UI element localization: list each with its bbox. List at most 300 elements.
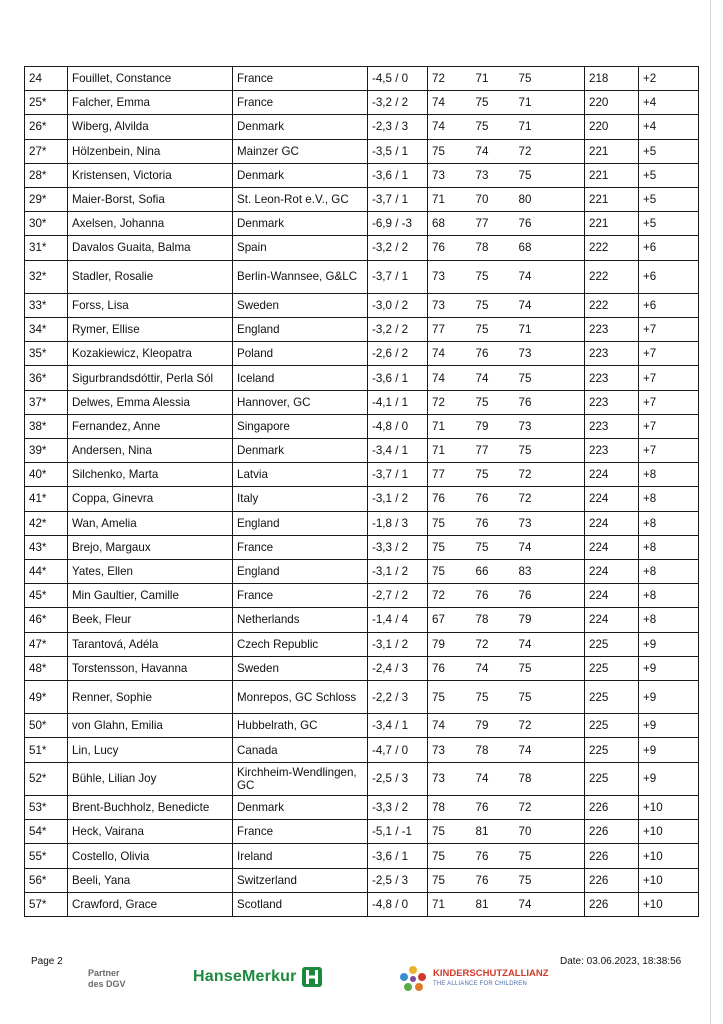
cell-total: 223 [585, 366, 639, 390]
cell-round-1: 77 [428, 463, 472, 487]
cell-to-par: +8 [639, 559, 699, 583]
cell-position: 43* [25, 535, 68, 559]
table-row [25, 212, 699, 236]
cell-round-1: 74 [428, 366, 472, 390]
cell-club: Canada [233, 738, 368, 762]
cell-round-2: 78 [472, 236, 515, 260]
cell-position: 36* [25, 366, 68, 390]
cell-to-par: +7 [639, 342, 699, 366]
cell-player-name: Bühle, Lilian Joy [68, 762, 233, 795]
cell-handicap: -2,3 / 3 [368, 115, 428, 139]
cell-to-par: +10 [639, 892, 699, 916]
cell-player-name: Wan, Amelia [68, 511, 233, 535]
cell-player-name: Coppa, Ginevra [68, 487, 233, 511]
cell-to-par: +9 [639, 632, 699, 656]
cell-position: 32* [25, 260, 68, 293]
cell-handicap: -3,3 / 2 [368, 535, 428, 559]
cell-round-1: 73 [428, 260, 472, 293]
cell-player-name: Min Gaultier, Camille [68, 584, 233, 608]
cell-to-par: +4 [639, 91, 699, 115]
cell-club: Latvia [233, 463, 368, 487]
cell-round-1: 72 [428, 390, 472, 414]
cell-round-2: 74 [472, 366, 515, 390]
cell-club: England [233, 559, 368, 583]
cell-round-3: 74 [515, 535, 585, 559]
cell-round-1: 73 [428, 762, 472, 795]
cell-position: 41* [25, 487, 68, 511]
hansemerkur-wordmark: HanseMerkur [193, 968, 297, 985]
cell-player-name: Heck, Vairana [68, 820, 233, 844]
cell-total: 223 [585, 414, 639, 438]
cell-round-2: 75 [472, 318, 515, 342]
cell-to-par: +9 [639, 656, 699, 680]
cell-round-1: 72 [428, 584, 472, 608]
cell-handicap: -3,4 / 1 [368, 439, 428, 463]
cell-club: Denmark [233, 796, 368, 820]
cell-position: 25* [25, 91, 68, 115]
cell-to-par: +6 [639, 236, 699, 260]
cell-round-1: 74 [428, 115, 472, 139]
cell-round-3: 73 [515, 511, 585, 535]
cell-player-name: Crawford, Grace [68, 892, 233, 916]
cell-to-par: +9 [639, 714, 699, 738]
cell-handicap: -2,2 / 3 [368, 680, 428, 713]
cell-round-3: 74 [515, 293, 585, 317]
table-row [25, 390, 699, 414]
cell-club: Italy [233, 487, 368, 511]
cell-handicap: -3,1 / 2 [368, 559, 428, 583]
table-row [25, 487, 699, 511]
table-row [25, 342, 699, 366]
cell-total: 223 [585, 390, 639, 414]
cell-round-2: 74 [472, 656, 515, 680]
cell-handicap: -2,4 / 3 [368, 656, 428, 680]
cell-player-name: Davalos Guaita, Balma [68, 236, 233, 260]
cell-handicap: -3,6 / 1 [368, 163, 428, 187]
cell-club: Switzerland [233, 868, 368, 892]
cell-total: 223 [585, 318, 639, 342]
cell-player-name: Hölzenbein, Nina [68, 139, 233, 163]
cell-total: 218 [585, 67, 639, 91]
cell-total: 225 [585, 680, 639, 713]
cell-player-name: Brejo, Margaux [68, 535, 233, 559]
table-row [25, 535, 699, 559]
cell-to-par: +8 [639, 535, 699, 559]
cell-club: Monrepos, GC Schloss [233, 680, 368, 713]
cell-total: 226 [585, 820, 639, 844]
cell-position: 55* [25, 844, 68, 868]
cell-handicap: -3,7 / 1 [368, 463, 428, 487]
cell-round-2: 81 [472, 820, 515, 844]
cell-round-3: 74 [515, 260, 585, 293]
cell-round-2: 79 [472, 414, 515, 438]
cell-round-3: 74 [515, 892, 585, 916]
cell-player-name: Forss, Lisa [68, 293, 233, 317]
table-row [25, 318, 699, 342]
table-row [25, 892, 699, 916]
table-row [25, 91, 699, 115]
table-row [25, 115, 699, 139]
partner-line-2: des DGV [88, 979, 126, 989]
cell-round-2: 75 [472, 260, 515, 293]
cell-to-par: +10 [639, 796, 699, 820]
cell-round-3: 71 [515, 115, 585, 139]
cell-player-name: Stadler, Rosalie [68, 260, 233, 293]
table-row [25, 844, 699, 868]
cell-round-2: 75 [472, 91, 515, 115]
cell-player-name: Maier-Borst, Sofia [68, 187, 233, 211]
cell-position: 49* [25, 680, 68, 713]
cell-club: Hubbelrath, GC [233, 714, 368, 738]
hansemerkur-logo [193, 966, 323, 988]
cell-club: Kirchheim-Wendlingen, GC [233, 762, 368, 795]
cell-round-2: 75 [472, 535, 515, 559]
cell-to-par: +8 [639, 463, 699, 487]
cell-to-par: +10 [639, 844, 699, 868]
cell-club: Sweden [233, 293, 368, 317]
cell-position: 46* [25, 608, 68, 632]
cell-round-3: 75 [515, 366, 585, 390]
cell-position: 50* [25, 714, 68, 738]
page-edge-line [710, 0, 711, 1024]
cell-position: 45* [25, 584, 68, 608]
cell-round-1: 79 [428, 632, 472, 656]
cell-to-par: +9 [639, 738, 699, 762]
table-row [25, 714, 699, 738]
cell-to-par: +10 [639, 868, 699, 892]
hansemerkur-emblem-icon [301, 966, 323, 988]
cell-to-par: +4 [639, 115, 699, 139]
cell-position: 30* [25, 212, 68, 236]
cell-club: Denmark [233, 212, 368, 236]
cell-club: Denmark [233, 439, 368, 463]
cell-position: 37* [25, 390, 68, 414]
cell-handicap: -3,6 / 1 [368, 366, 428, 390]
cell-position: 57* [25, 892, 68, 916]
cell-total: 226 [585, 868, 639, 892]
cell-round-2: 78 [472, 738, 515, 762]
cell-player-name: Kozakiewicz, Kleopatra [68, 342, 233, 366]
cell-round-3: 76 [515, 212, 585, 236]
table-row [25, 796, 699, 820]
cell-round-2: 76 [472, 487, 515, 511]
cell-player-name: Lin, Lucy [68, 738, 233, 762]
cell-round-2: 76 [472, 868, 515, 892]
cell-total: 221 [585, 212, 639, 236]
cell-handicap: -3,1 / 2 [368, 632, 428, 656]
cell-round-3: 75 [515, 163, 585, 187]
cell-club: England [233, 318, 368, 342]
cell-round-1: 71 [428, 892, 472, 916]
cell-handicap: -4,1 / 1 [368, 390, 428, 414]
cell-club: Czech Republic [233, 632, 368, 656]
cell-round-2: 73 [472, 163, 515, 187]
cell-total: 224 [585, 559, 639, 583]
table-row [25, 67, 699, 91]
page-footer [0, 948, 723, 1008]
cell-handicap: -2,6 / 2 [368, 342, 428, 366]
cell-total: 226 [585, 892, 639, 916]
cell-round-3: 72 [515, 796, 585, 820]
cell-to-par: +5 [639, 212, 699, 236]
cell-round-1: 71 [428, 187, 472, 211]
cell-position: 29* [25, 187, 68, 211]
cell-handicap: -3,6 / 1 [368, 844, 428, 868]
cell-handicap: -3,0 / 2 [368, 293, 428, 317]
cell-round-3: 73 [515, 342, 585, 366]
cell-round-1: 75 [428, 680, 472, 713]
cell-round-3: 79 [515, 608, 585, 632]
cell-round-3: 73 [515, 414, 585, 438]
table-row [25, 559, 699, 583]
kinderschutzallianz-name: KINDERSCHUTZALLIANZ [433, 968, 549, 979]
cell-player-name: Costello, Olivia [68, 844, 233, 868]
cell-handicap: -3,4 / 1 [368, 714, 428, 738]
cell-round-2: 75 [472, 463, 515, 487]
cell-round-1: 73 [428, 163, 472, 187]
cell-player-name: Fernandez, Anne [68, 414, 233, 438]
cell-total: 226 [585, 844, 639, 868]
cell-player-name: Fouillet, Constance [68, 67, 233, 91]
cell-handicap: -3,5 / 1 [368, 139, 428, 163]
cell-position: 27* [25, 139, 68, 163]
partner-line-1: Partner [88, 968, 120, 978]
cell-to-par: +7 [639, 390, 699, 414]
cell-handicap: -1,4 / 4 [368, 608, 428, 632]
results-table-body [25, 67, 699, 917]
cell-round-2: 78 [472, 608, 515, 632]
cell-to-par: +6 [639, 293, 699, 317]
cell-club: Berlin-Wannsee, G&LC [233, 260, 368, 293]
cell-total: 222 [585, 260, 639, 293]
cell-handicap: -2,5 / 3 [368, 868, 428, 892]
cell-round-1: 75 [428, 139, 472, 163]
cell-to-par: +7 [639, 318, 699, 342]
cell-position: 51* [25, 738, 68, 762]
cell-round-3: 75 [515, 656, 585, 680]
cell-to-par: +5 [639, 163, 699, 187]
table-row [25, 439, 699, 463]
cell-total: 222 [585, 236, 639, 260]
cell-player-name: Beeli, Yana [68, 868, 233, 892]
cell-round-2: 77 [472, 439, 515, 463]
cell-round-3: 71 [515, 318, 585, 342]
cell-to-par: +8 [639, 584, 699, 608]
cell-position: 24 [25, 67, 68, 91]
kinderschutzallianz-tagline: THE ALLIANCE FOR CHILDREN [433, 981, 528, 987]
cell-handicap: -3,2 / 2 [368, 318, 428, 342]
cell-club: Denmark [233, 163, 368, 187]
table-row [25, 366, 699, 390]
cell-player-name: Tarantová, Adéla [68, 632, 233, 656]
cell-handicap: -4,8 / 0 [368, 414, 428, 438]
cell-round-3: 78 [515, 762, 585, 795]
table-row [25, 738, 699, 762]
cell-position: 48* [25, 656, 68, 680]
cell-round-1: 74 [428, 342, 472, 366]
cell-to-par: +7 [639, 439, 699, 463]
cell-round-1: 75 [428, 844, 472, 868]
cell-player-name: Wiberg, Alvilda [68, 115, 233, 139]
cell-round-1: 75 [428, 868, 472, 892]
table-row [25, 762, 699, 795]
cell-round-3: 70 [515, 820, 585, 844]
cell-round-1: 71 [428, 439, 472, 463]
table-row [25, 632, 699, 656]
cell-club: St. Leon-Rot e.V., GC [233, 187, 368, 211]
cell-club: France [233, 820, 368, 844]
cell-total: 223 [585, 342, 639, 366]
cell-club: Sweden [233, 656, 368, 680]
cell-handicap: -4,7 / 0 [368, 738, 428, 762]
cell-total: 224 [585, 535, 639, 559]
cell-round-2: 75 [472, 390, 515, 414]
cell-handicap: -5,1 / -1 [368, 820, 428, 844]
cell-round-1: 76 [428, 656, 472, 680]
cell-handicap: -2,5 / 3 [368, 762, 428, 795]
cell-handicap: -4,8 / 0 [368, 892, 428, 916]
cell-round-3: 75 [515, 67, 585, 91]
cell-round-2: 76 [472, 511, 515, 535]
cell-club: Ireland [233, 844, 368, 868]
cell-club: Netherlands [233, 608, 368, 632]
table-row [25, 584, 699, 608]
cell-club: France [233, 584, 368, 608]
table-row [25, 260, 699, 293]
cell-to-par: +8 [639, 487, 699, 511]
cell-position: 38* [25, 414, 68, 438]
table-row [25, 656, 699, 680]
cell-to-par: +5 [639, 139, 699, 163]
cell-total: 220 [585, 91, 639, 115]
table-row [25, 868, 699, 892]
cell-round-3: 83 [515, 559, 585, 583]
cell-position: 52* [25, 762, 68, 795]
cell-player-name: Beek, Fleur [68, 608, 233, 632]
cell-position: 26* [25, 115, 68, 139]
table-row [25, 463, 699, 487]
cell-round-2: 74 [472, 139, 515, 163]
cell-round-3: 76 [515, 584, 585, 608]
cell-to-par: +6 [639, 260, 699, 293]
cell-total: 225 [585, 714, 639, 738]
cell-total: 222 [585, 293, 639, 317]
cell-club: Spain [233, 236, 368, 260]
cell-club: Mainzer GC [233, 139, 368, 163]
cell-to-par: +8 [639, 511, 699, 535]
cell-to-par: +2 [639, 67, 699, 91]
cell-round-3: 74 [515, 632, 585, 656]
cell-position: 47* [25, 632, 68, 656]
cell-total: 224 [585, 487, 639, 511]
cell-player-name: Kristensen, Victoria [68, 163, 233, 187]
cell-player-name: Silchenko, Marta [68, 463, 233, 487]
cell-handicap: -3,3 / 2 [368, 796, 428, 820]
cell-to-par: +9 [639, 762, 699, 795]
cell-total: 225 [585, 656, 639, 680]
cell-round-2: 76 [472, 342, 515, 366]
cell-total: 221 [585, 163, 639, 187]
cell-round-1: 77 [428, 318, 472, 342]
page-number: Page 2 [31, 956, 63, 967]
cell-position: 34* [25, 318, 68, 342]
cell-round-3: 80 [515, 187, 585, 211]
cell-round-1: 74 [428, 91, 472, 115]
cell-player-name: Axelsen, Johanna [68, 212, 233, 236]
kinderschutzallianz-logo [398, 964, 549, 994]
cell-round-1: 68 [428, 212, 472, 236]
table-row [25, 236, 699, 260]
cell-player-name: Renner, Sophie [68, 680, 233, 713]
cell-round-3: 72 [515, 714, 585, 738]
cell-club: France [233, 535, 368, 559]
kinderschutzallianz-emblem-icon [398, 964, 428, 994]
cell-round-2: 72 [472, 632, 515, 656]
cell-handicap: -4,5 / 0 [368, 67, 428, 91]
cell-club: Poland [233, 342, 368, 366]
cell-club: Singapore [233, 414, 368, 438]
cell-round-2: 74 [472, 762, 515, 795]
cell-player-name: Andersen, Nina [68, 439, 233, 463]
cell-player-name: Rymer, Ellise [68, 318, 233, 342]
table-row [25, 511, 699, 535]
cell-round-1: 76 [428, 236, 472, 260]
results-table [24, 66, 699, 917]
cell-round-2: 77 [472, 212, 515, 236]
cell-total: 226 [585, 796, 639, 820]
cell-handicap: -6,9 / -3 [368, 212, 428, 236]
cell-round-2: 79 [472, 714, 515, 738]
cell-round-1: 74 [428, 714, 472, 738]
cell-handicap: -2,7 / 2 [368, 584, 428, 608]
cell-player-name: von Glahn, Emilia [68, 714, 233, 738]
cell-handicap: -3,1 / 2 [368, 487, 428, 511]
cell-handicap: -3,7 / 1 [368, 187, 428, 211]
table-row [25, 414, 699, 438]
cell-round-2: 75 [472, 115, 515, 139]
cell-round-1: 78 [428, 796, 472, 820]
table-row [25, 680, 699, 713]
cell-round-2: 76 [472, 796, 515, 820]
cell-player-name: Delwes, Emma Alessia [68, 390, 233, 414]
cell-total: 224 [585, 511, 639, 535]
cell-round-1: 67 [428, 608, 472, 632]
cell-round-1: 72 [428, 67, 472, 91]
cell-total: 224 [585, 584, 639, 608]
cell-total: 225 [585, 738, 639, 762]
cell-round-1: 76 [428, 487, 472, 511]
cell-round-1: 73 [428, 293, 472, 317]
cell-round-3: 75 [515, 439, 585, 463]
cell-total: 225 [585, 632, 639, 656]
cell-round-3: 72 [515, 463, 585, 487]
cell-to-par: +5 [639, 187, 699, 211]
cell-club: Hannover, GC [233, 390, 368, 414]
cell-club: Iceland [233, 366, 368, 390]
cell-round-3: 72 [515, 487, 585, 511]
cell-to-par: +9 [639, 680, 699, 713]
cell-round-1: 73 [428, 738, 472, 762]
cell-club: Denmark [233, 115, 368, 139]
cell-position: 35* [25, 342, 68, 366]
cell-position: 54* [25, 820, 68, 844]
print-date: Date: 03.06.2023, 18:38:56 [560, 956, 682, 967]
cell-round-3: 76 [515, 390, 585, 414]
cell-club: Scotland [233, 892, 368, 916]
cell-round-3: 68 [515, 236, 585, 260]
cell-total: 220 [585, 115, 639, 139]
cell-total: 224 [585, 463, 639, 487]
